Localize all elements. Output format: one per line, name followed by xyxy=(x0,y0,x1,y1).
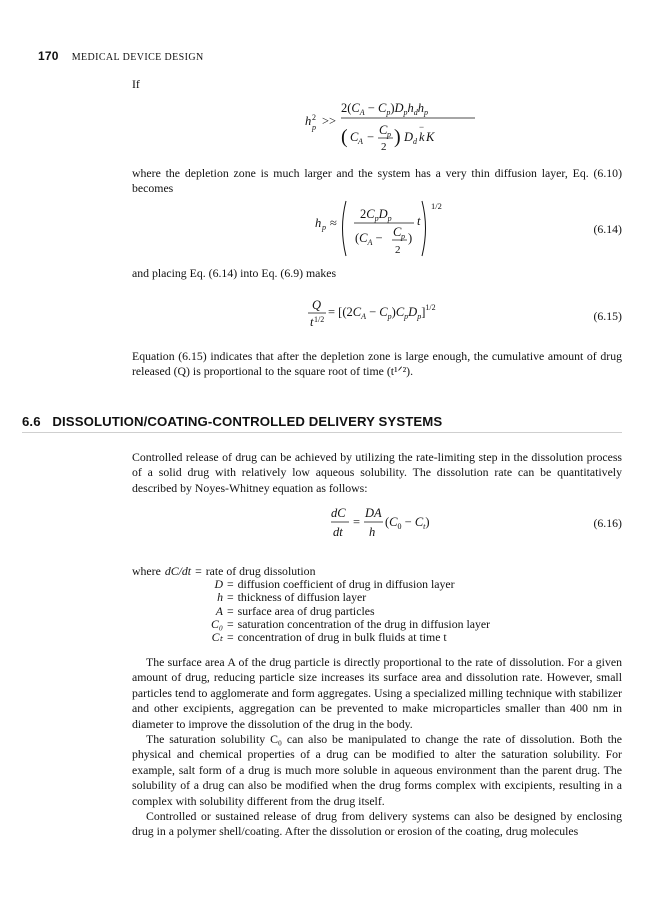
equation-6-15 xyxy=(308,295,468,331)
svg-text:= [(2CA − Cp)CpDp]1/2: = $[(2C_A - C_p)C_pD_p]^{1/2}$ xyxy=(328,303,436,321)
svg-text:C: C xyxy=(393,225,402,239)
equation-number-6-14: (6.14) xyxy=(593,222,622,236)
svg-text:=: = xyxy=(353,515,361,529)
svg-text:2: 2 xyxy=(395,244,401,256)
paragraph-placing: and placing Eq. (6.14) into Eq. (6.9) makes xyxy=(132,266,337,280)
svg-text:(C0 − Ct): $(C_0 - C_t)$ xyxy=(385,515,430,531)
section-number: 6.6 xyxy=(22,414,41,429)
body-paragraphs xyxy=(132,655,622,840)
svg-text:2(CA − Cp)Dphdhp: $2(C_A - C_p)D_ph_dh_p$ xyxy=(341,101,429,117)
paragraph-indicates: Equation (6.15) indicates that after the depletion zone is large enough, the cumulative amount of drug released (Q) is proportional to the square root of time (t¹ᐟ²). xyxy=(132,349,622,379)
svg-text:≈: ≈ xyxy=(330,216,337,230)
svg-text:h: h xyxy=(315,216,322,230)
svg-text:(: ( xyxy=(341,126,348,148)
svg-text:Q: Q xyxy=(312,298,322,312)
paragraph-if: If xyxy=(132,77,140,91)
svg-text:2CpDp: $2C_pD_p$ xyxy=(360,207,392,223)
equation-number-6-16: (6.16) xyxy=(593,516,622,530)
definition-equals: = xyxy=(227,603,234,618)
svg-text:t: t xyxy=(310,315,314,329)
svg-text:): ) xyxy=(394,126,401,148)
definition-symbol: D xyxy=(214,577,223,592)
definition-equals: = xyxy=(195,564,202,578)
definition-equals: = xyxy=(227,577,234,592)
svg-text:p: p xyxy=(312,123,316,132)
definition-symbol: C₀ xyxy=(211,616,223,631)
definition-equals: = xyxy=(227,616,234,631)
svg-text:DA: DA xyxy=(365,506,382,520)
definition-text: rate of drug dissolution xyxy=(205,564,316,578)
svg-text:p: p xyxy=(401,232,405,241)
definition-equals: = xyxy=(227,630,234,645)
svg-text:>>: >> xyxy=(322,114,337,128)
running-header xyxy=(38,49,204,63)
definition-equals: = xyxy=(227,590,234,605)
svg-text:C: C xyxy=(350,130,359,144)
paragraph-controlled: Controlled or sustained release of drug from delivery systems can also be designed by enclosing drug in a polymer shell/coating. After the dissolution or erosion of the coating, drug molecules xyxy=(132,809,622,839)
svg-text:): ) xyxy=(408,231,413,245)
paragraph-surface: The surface area A of the drug particle is directly proportional to the rate of dissolution. For a given amount of drug, reducing particle size increases its surface area and dissolution rate. However, small particles tend to agglomerate and form aggregates. Using a specialized milling technique with stabilizer and other excipients, aggregation can be prevented to make microparticles smaller than 400 nm in diameter to improve the dissolution of the drug in the body. xyxy=(132,655,622,731)
svg-text:p: p xyxy=(322,223,326,232)
svg-text:dt: dt xyxy=(333,525,343,539)
section-rule xyxy=(22,432,622,433)
definition-text: saturation concentration of the drug in diffusion layer xyxy=(237,616,491,631)
paragraph-intro: Controlled release of drug can be achieved by utilizing the rate-limiting step in the dissolution process of a solid drug with relatively low aqueous solubility. The dissolution rate can be quantitatively described by Noyes-Whitney equation as follows: xyxy=(132,450,622,495)
definition-row xyxy=(132,605,490,618)
definition-lead: where xyxy=(132,564,161,578)
svg-text:2: 2 xyxy=(312,113,316,122)
section-heading xyxy=(22,414,442,429)
paragraph-depletion: where the depletion zone is much larger and the system has a very thin diffusion layer, Eq. (6.10) becomes xyxy=(132,166,622,196)
definition-text: diffusion coefficient of drug in diffusion layer xyxy=(237,577,455,592)
svg-text:1/2: 1/2 xyxy=(431,201,442,211)
svg-text:p: p xyxy=(387,130,391,139)
definition-text: thickness of diffusion layer xyxy=(237,590,367,605)
svg-text:−: − xyxy=(419,122,425,132)
svg-text:D: D xyxy=(404,130,414,144)
svg-text:(CA −: ($C_A$ − xyxy=(355,231,383,247)
svg-text:A: A xyxy=(358,137,363,146)
definition-list xyxy=(132,565,490,644)
definition-text: concentration of drug in bulk fluids at time t xyxy=(237,630,447,645)
svg-text:C: C xyxy=(379,123,388,137)
svg-text:−: − xyxy=(367,130,375,144)
svg-text:t: t xyxy=(417,214,421,228)
equation-6-14 xyxy=(315,198,465,264)
svg-text:dC: dC xyxy=(331,506,346,520)
svg-text:h: h xyxy=(369,525,376,539)
svg-text:k: k xyxy=(419,130,425,144)
definition-symbol: dC/dt xyxy=(164,564,192,578)
running-title: MEDICAL DEVICE DESIGN xyxy=(71,52,204,63)
definition-symbol: h xyxy=(217,590,223,605)
page-number: 170 xyxy=(38,49,59,63)
definition-row xyxy=(132,591,490,604)
svg-text:h: h xyxy=(305,114,312,128)
svg-text:d: d xyxy=(413,137,417,146)
definition-symbol: A xyxy=(215,603,223,618)
equation-6-16 xyxy=(331,503,451,543)
equation-inequality xyxy=(305,92,485,154)
equation-number-6-15: (6.15) xyxy=(593,309,622,323)
paragraph-saturation: The saturation solubility C₀ can also be manipulated to change the rate of dissolution. Both the physical and chemical properties of a drug can be modified to alter the saturation solubility. For example, salt form of a drug is much more soluble in aqueous environment than the parent drug. The solubility of a drug can also be modified when the drug forms complex with excipients, resulting in a complex with solubility different from the drug itself. xyxy=(132,732,622,808)
svg-text:1/2: 1/2 xyxy=(314,315,325,324)
svg-text:2: 2 xyxy=(381,141,387,153)
definition-text: surface area of drug particles xyxy=(237,603,375,618)
definition-row xyxy=(132,631,490,644)
section-title: DISSOLUTION/COATING-CONTROLLED DELIVERY SYSTEMS xyxy=(52,414,443,429)
definition-symbol: Cₜ xyxy=(211,630,223,645)
svg-text:K: K xyxy=(426,130,435,144)
